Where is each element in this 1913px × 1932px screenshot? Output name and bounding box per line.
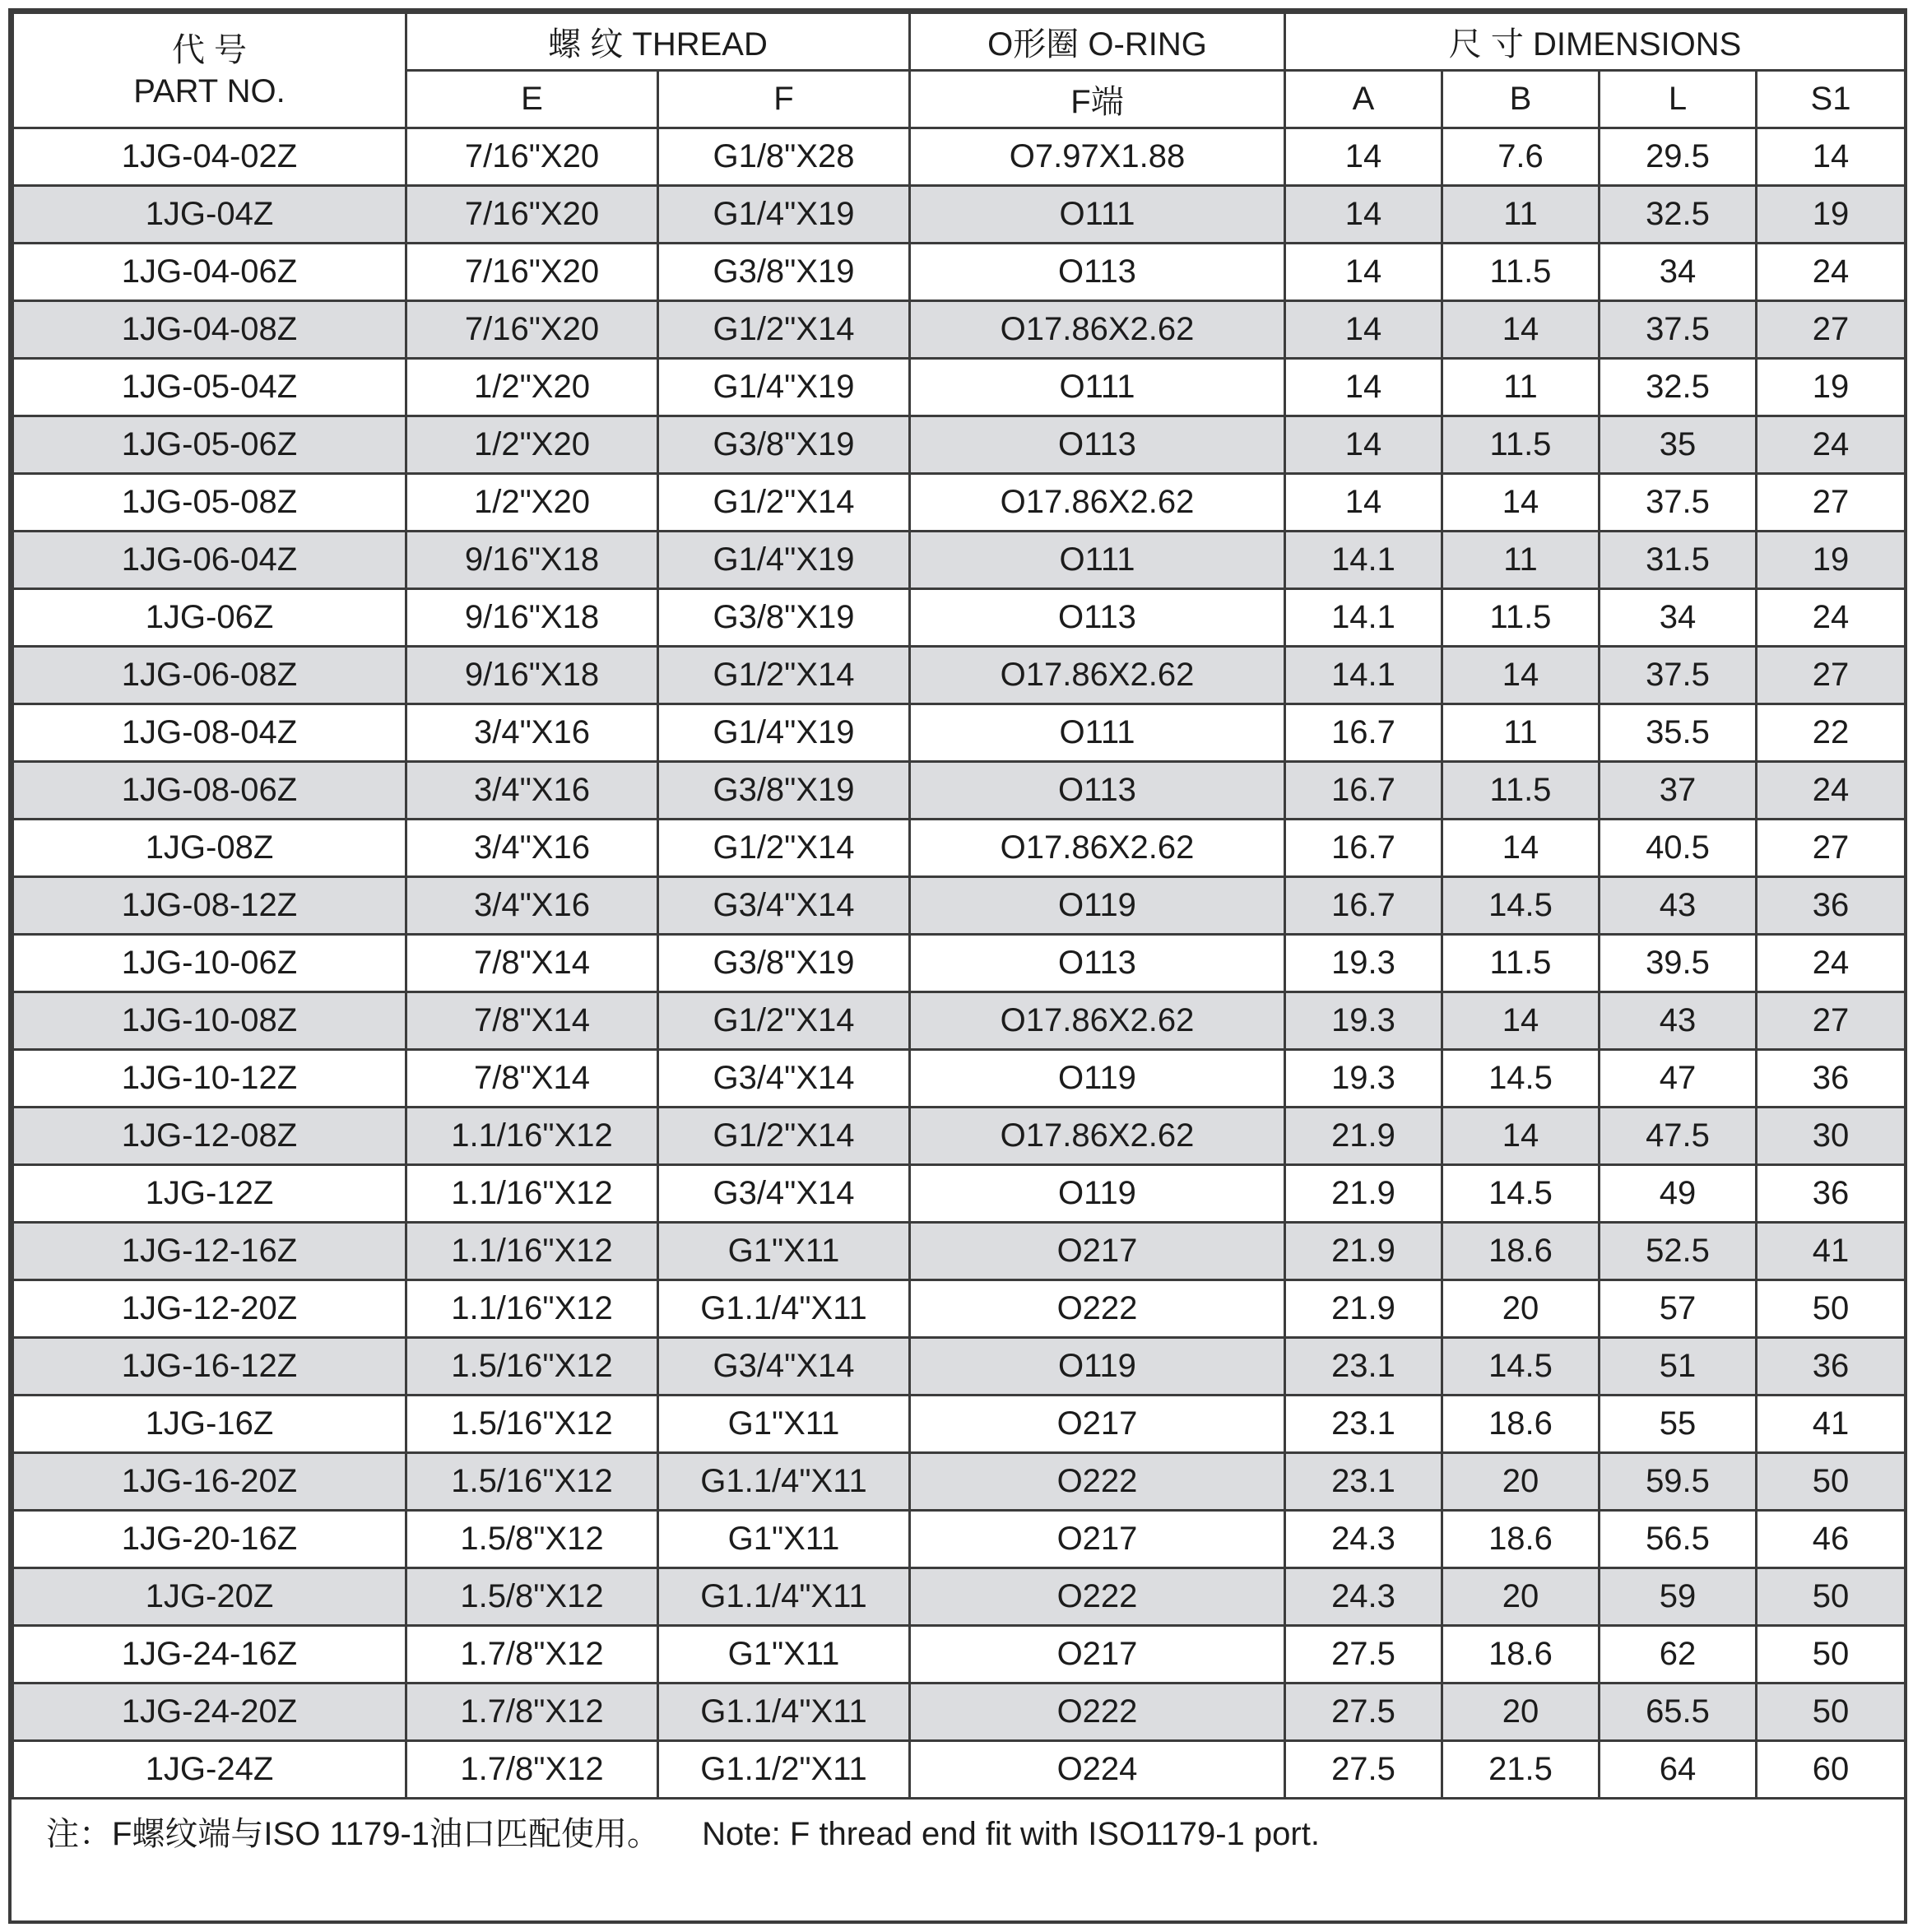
oring-cell: O17.86X2.62 (910, 1108, 1285, 1165)
thread-f-cell: G1"X11 (658, 1626, 910, 1684)
part-no-cell: 1JG-12-08Z (13, 1108, 406, 1165)
dim-b-cell: 11.5 (1442, 416, 1600, 474)
dim-l-cell: 39.5 (1600, 935, 1757, 992)
dim-s1-cell: 19 (1757, 186, 1906, 244)
table-body (13, 128, 1906, 1799)
oring-cell: O222 (910, 1684, 1285, 1741)
dim-a-header: A (1285, 71, 1442, 128)
table-row (13, 1511, 1906, 1568)
dim-l-cell: 34 (1600, 244, 1757, 301)
dim-a-cell: 14 (1285, 128, 1442, 186)
thread-f-cell: G1"X11 (658, 1511, 910, 1568)
part-no-cell: 1JG-04Z (13, 186, 406, 244)
dim-l-cell: 37.5 (1600, 647, 1757, 704)
part-no-cell: 1JG-16-20Z (13, 1453, 406, 1511)
dim-a-cell: 16.7 (1285, 877, 1442, 935)
dim-a-cell: 24.3 (1285, 1511, 1442, 1568)
dim-a-cell: 14 (1285, 359, 1442, 416)
dim-l-cell: 56.5 (1600, 1511, 1757, 1568)
thread-f-cell: G3/4"X14 (658, 877, 910, 935)
dim-l-cell: 35 (1600, 416, 1757, 474)
thread-e-cell: 1.7/8"X12 (406, 1741, 658, 1799)
thread-f-cell: G1/8"X28 (658, 128, 910, 186)
thread-e-cell: 1.5/16"X12 (406, 1396, 658, 1453)
dim-l-header: L (1600, 71, 1757, 128)
thread-f-cell: G1/2"X14 (658, 820, 910, 877)
dim-s1-cell: 30 (1757, 1108, 1906, 1165)
table-row (13, 359, 1906, 416)
thread-e-cell: 3/4"X16 (406, 704, 658, 762)
thread-f-cell: G3/8"X19 (658, 416, 910, 474)
table-row (13, 935, 1906, 992)
dim-a-cell: 14 (1285, 474, 1442, 532)
thread-e-cell: 1.7/8"X12 (406, 1684, 658, 1741)
part-no-cell: 1JG-05-04Z (13, 359, 406, 416)
dim-s1-cell: 46 (1757, 1511, 1906, 1568)
dim-b-cell: 14 (1442, 301, 1600, 359)
dim-b-cell: 14.5 (1442, 877, 1600, 935)
dim-s1-cell: 36 (1757, 877, 1906, 935)
dim-b-cell: 11.5 (1442, 244, 1600, 301)
oring-cell: O111 (910, 359, 1285, 416)
table-row (13, 301, 1906, 359)
dim-b-cell: 18.6 (1442, 1396, 1600, 1453)
table-row (13, 1684, 1906, 1741)
dim-a-cell: 21.9 (1285, 1223, 1442, 1280)
table-row (13, 416, 1906, 474)
thread-f-cell: G1.1/4"X11 (658, 1280, 910, 1338)
oring-cell: O119 (910, 1165, 1285, 1223)
dim-l-cell: 32.5 (1600, 186, 1757, 244)
dim-a-cell: 19.3 (1285, 935, 1442, 992)
part-no-header-en: PART NO. (133, 72, 286, 109)
dim-l-cell: 49 (1600, 1165, 1757, 1223)
oring-cell: O217 (910, 1396, 1285, 1453)
dim-b-cell: 18.6 (1442, 1511, 1600, 1568)
dim-b-cell: 14 (1442, 647, 1600, 704)
footnote (12, 1800, 1904, 1869)
oring-cell: O113 (910, 935, 1285, 992)
oring-f-end-header: F端 (910, 71, 1285, 128)
oring-cell: O119 (910, 877, 1285, 935)
dim-b-cell: 20 (1442, 1568, 1600, 1626)
table-row (13, 762, 1906, 820)
table-row (13, 1626, 1906, 1684)
dim-a-cell: 24.3 (1285, 1568, 1442, 1626)
thread-e-cell: 7/8"X14 (406, 1050, 658, 1108)
oring-cell: O7.97X1.88 (910, 128, 1285, 186)
table-row (13, 1338, 1906, 1396)
oring-cell: O217 (910, 1626, 1285, 1684)
dim-a-cell: 21.9 (1285, 1165, 1442, 1223)
dim-a-cell: 23.1 (1285, 1453, 1442, 1511)
dim-b-cell: 14 (1442, 1108, 1600, 1165)
oring-cell: O217 (910, 1511, 1285, 1568)
thread-e-cell: 7/8"X14 (406, 992, 658, 1050)
table-row (13, 474, 1906, 532)
table-row (13, 1396, 1906, 1453)
dim-s1-cell: 41 (1757, 1396, 1906, 1453)
thread-e-cell: 1/2"X20 (406, 474, 658, 532)
part-no-cell: 1JG-24-16Z (13, 1626, 406, 1684)
oring-header: O形圈 O-RING (910, 13, 1285, 71)
dim-b-cell: 14.5 (1442, 1165, 1600, 1223)
thread-e-header: E (406, 71, 658, 128)
dim-a-cell: 23.1 (1285, 1396, 1442, 1453)
dim-b-cell: 14 (1442, 820, 1600, 877)
dim-s1-cell: 50 (1757, 1453, 1906, 1511)
oring-cell: O119 (910, 1050, 1285, 1108)
dim-b-cell: 7.6 (1442, 128, 1600, 186)
dim-a-cell: 19.3 (1285, 992, 1442, 1050)
thread-f-cell: G1/2"X14 (658, 301, 910, 359)
table-row (13, 1453, 1906, 1511)
dim-l-cell: 40.5 (1600, 820, 1757, 877)
dim-a-cell: 14 (1285, 186, 1442, 244)
part-no-cell: 1JG-20-16Z (13, 1511, 406, 1568)
dim-a-cell: 16.7 (1285, 704, 1442, 762)
dim-s1-cell: 50 (1757, 1684, 1906, 1741)
dim-a-cell: 21.9 (1285, 1108, 1442, 1165)
thread-f-cell: G3/8"X19 (658, 762, 910, 820)
table-row (13, 992, 1906, 1050)
dim-a-cell: 19.3 (1285, 1050, 1442, 1108)
thread-e-cell: 9/16"X18 (406, 532, 658, 589)
dimensions-header: 尺 寸 DIMENSIONS (1285, 13, 1906, 71)
part-no-cell: 1JG-24-20Z (13, 1684, 406, 1741)
thread-f-cell: G3/8"X19 (658, 589, 910, 647)
dim-b-header: B (1442, 71, 1600, 128)
thread-e-cell: 7/16"X20 (406, 186, 658, 244)
oring-cell: O17.86X2.62 (910, 474, 1285, 532)
oring-cell: O111 (910, 186, 1285, 244)
dim-b-cell: 11.5 (1442, 589, 1600, 647)
part-no-cell: 1JG-08-06Z (13, 762, 406, 820)
dim-b-cell: 11 (1442, 186, 1600, 244)
dim-s1-cell: 24 (1757, 762, 1906, 820)
dim-s1-cell: 27 (1757, 474, 1906, 532)
dim-b-cell: 14.5 (1442, 1050, 1600, 1108)
table-row (13, 704, 1906, 762)
dim-b-cell: 14.5 (1442, 1338, 1600, 1396)
thread-e-cell: 1.5/8"X12 (406, 1511, 658, 1568)
oring-cell: O17.86X2.62 (910, 820, 1285, 877)
thread-e-cell: 3/4"X16 (406, 877, 658, 935)
dim-s1-cell: 50 (1757, 1626, 1906, 1684)
table-row (13, 877, 1906, 935)
dim-b-cell: 21.5 (1442, 1741, 1600, 1799)
dim-a-cell: 27.5 (1285, 1684, 1442, 1741)
dim-s1-cell: 36 (1757, 1338, 1906, 1396)
thread-e-cell: 1.7/8"X12 (406, 1626, 658, 1684)
oring-cell: O17.86X2.62 (910, 301, 1285, 359)
dim-l-cell: 57 (1600, 1280, 1757, 1338)
thread-f-cell: G1/2"X14 (658, 1108, 910, 1165)
thread-f-cell: G1/4"X19 (658, 704, 910, 762)
oring-cell: O217 (910, 1223, 1285, 1280)
thread-e-cell: 1.1/16"X12 (406, 1280, 658, 1338)
dim-b-cell: 20 (1442, 1453, 1600, 1511)
dim-a-cell: 23.1 (1285, 1338, 1442, 1396)
dim-b-cell: 18.6 (1442, 1626, 1600, 1684)
thread-header: 螺 纹 THREAD (406, 13, 910, 71)
dim-b-cell: 11 (1442, 359, 1600, 416)
part-no-cell: 1JG-10-12Z (13, 1050, 406, 1108)
part-no-cell: 1JG-06-04Z (13, 532, 406, 589)
part-no-cell: 1JG-06-08Z (13, 647, 406, 704)
table-row (13, 1108, 1906, 1165)
dim-l-cell: 35.5 (1600, 704, 1757, 762)
thread-f-cell: G1"X11 (658, 1396, 910, 1453)
part-no-cell: 1JG-06Z (13, 589, 406, 647)
part-no-cell: 1JG-16Z (13, 1396, 406, 1453)
thread-f-cell: G1/4"X19 (658, 186, 910, 244)
dim-s1-cell: 24 (1757, 244, 1906, 301)
dim-l-cell: 37.5 (1600, 474, 1757, 532)
oring-cell: O222 (910, 1568, 1285, 1626)
table-row (13, 647, 1906, 704)
dim-s1-cell: 36 (1757, 1050, 1906, 1108)
thread-f-cell: G3/8"X19 (658, 244, 910, 301)
dim-a-cell: 27.5 (1285, 1626, 1442, 1684)
dim-s1-cell: 27 (1757, 820, 1906, 877)
dim-b-cell: 20 (1442, 1684, 1600, 1741)
dim-s1-cell: 60 (1757, 1741, 1906, 1799)
part-no-header (13, 13, 406, 128)
table-row (13, 589, 1906, 647)
thread-e-cell: 1.1/16"X12 (406, 1165, 658, 1223)
thread-f-cell: G1.1/2"X11 (658, 1741, 910, 1799)
part-no-cell: 1JG-04-02Z (13, 128, 406, 186)
dim-s1-cell: 50 (1757, 1280, 1906, 1338)
oring-cell: O222 (910, 1453, 1285, 1511)
table-row (13, 128, 1906, 186)
table-header (13, 13, 1906, 128)
dim-s1-cell: 24 (1757, 935, 1906, 992)
dim-b-cell: 11.5 (1442, 935, 1600, 992)
thread-e-cell: 1/2"X20 (406, 416, 658, 474)
dim-a-cell: 16.7 (1285, 820, 1442, 877)
oring-cell: O111 (910, 704, 1285, 762)
dim-s1-cell: 41 (1757, 1223, 1906, 1280)
part-no-cell: 1JG-04-06Z (13, 244, 406, 301)
part-no-cell: 1JG-12-20Z (13, 1280, 406, 1338)
thread-f-cell: G1/2"X14 (658, 647, 910, 704)
thread-f-cell: G1/2"X14 (658, 992, 910, 1050)
dim-s1-cell: 36 (1757, 1165, 1906, 1223)
dim-b-cell: 18.6 (1442, 1223, 1600, 1280)
footnote-en: Note: F thread end fit with ISO1179-1 port. (702, 1816, 1320, 1852)
dim-l-cell: 29.5 (1600, 128, 1757, 186)
table-row (13, 186, 1906, 244)
dim-s1-cell: 19 (1757, 532, 1906, 589)
oring-cell: O113 (910, 244, 1285, 301)
dim-b-cell: 14 (1442, 992, 1600, 1050)
part-no-cell: 1JG-10-08Z (13, 992, 406, 1050)
oring-cell: O113 (910, 416, 1285, 474)
dim-a-cell: 14.1 (1285, 647, 1442, 704)
thread-e-cell: 7/8"X14 (406, 935, 658, 992)
table-row (13, 1050, 1906, 1108)
table-row (13, 1223, 1906, 1280)
table-row (13, 820, 1906, 877)
table-row (13, 1568, 1906, 1626)
thread-e-cell: 7/16"X20 (406, 244, 658, 301)
thread-f-cell: G3/4"X14 (658, 1338, 910, 1396)
thread-e-cell: 1.1/16"X12 (406, 1223, 658, 1280)
dim-a-cell: 14 (1285, 416, 1442, 474)
dim-l-cell: 55 (1600, 1396, 1757, 1453)
thread-f-cell: G1.1/4"X11 (658, 1453, 910, 1511)
thread-f-cell: G3/4"X14 (658, 1050, 910, 1108)
dim-l-cell: 47.5 (1600, 1108, 1757, 1165)
dim-s1-cell: 27 (1757, 647, 1906, 704)
dim-s1-cell: 24 (1757, 416, 1906, 474)
dim-s1-cell: 14 (1757, 128, 1906, 186)
spec-sheet (8, 8, 1907, 1924)
thread-f-cell: G1.1/4"X11 (658, 1568, 910, 1626)
dim-a-cell: 21.9 (1285, 1280, 1442, 1338)
dim-l-cell: 65.5 (1600, 1684, 1757, 1741)
oring-cell: O113 (910, 589, 1285, 647)
dimension-table (12, 12, 1906, 1800)
dim-b-cell: 11 (1442, 532, 1600, 589)
thread-e-cell: 1.5/8"X12 (406, 1568, 658, 1626)
dim-b-cell: 11.5 (1442, 762, 1600, 820)
dim-l-cell: 32.5 (1600, 359, 1757, 416)
part-no-cell: 1JG-24Z (13, 1741, 406, 1799)
oring-cell: O17.86X2.62 (910, 647, 1285, 704)
dim-l-cell: 37 (1600, 762, 1757, 820)
thread-e-cell: 1.5/16"X12 (406, 1338, 658, 1396)
thread-e-cell: 1/2"X20 (406, 359, 658, 416)
dim-a-cell: 14.1 (1285, 589, 1442, 647)
dim-a-cell: 16.7 (1285, 762, 1442, 820)
thread-f-cell: G3/8"X19 (658, 935, 910, 992)
thread-e-cell: 9/16"X18 (406, 589, 658, 647)
part-no-cell: 1JG-05-06Z (13, 416, 406, 474)
part-no-cell: 1JG-08-12Z (13, 877, 406, 935)
dim-l-cell: 64 (1600, 1741, 1757, 1799)
thread-e-cell: 1.1/16"X12 (406, 1108, 658, 1165)
footnote-cn: 注：F螺纹端与ISO 1179-1油口匹配使用。 (46, 1816, 661, 1852)
thread-f-cell: G1/4"X19 (658, 359, 910, 416)
dim-l-cell: 37.5 (1600, 301, 1757, 359)
oring-cell: O113 (910, 762, 1285, 820)
dim-s1-cell: 27 (1757, 992, 1906, 1050)
dim-l-cell: 43 (1600, 992, 1757, 1050)
dim-a-cell: 14 (1285, 301, 1442, 359)
part-no-header-cn: 代 号 (171, 31, 248, 68)
thread-f-cell: G1"X11 (658, 1223, 910, 1280)
dim-s1-cell: 22 (1757, 704, 1906, 762)
thread-e-cell: 7/16"X20 (406, 301, 658, 359)
dim-s1-cell: 50 (1757, 1568, 1906, 1626)
table-row (13, 1280, 1906, 1338)
part-no-cell: 1JG-20Z (13, 1568, 406, 1626)
thread-f-cell: G3/4"X14 (658, 1165, 910, 1223)
dim-b-cell: 20 (1442, 1280, 1600, 1338)
dim-l-cell: 34 (1600, 589, 1757, 647)
dim-l-cell: 59.5 (1600, 1453, 1757, 1511)
oring-cell: O111 (910, 532, 1285, 589)
dim-a-cell: 14.1 (1285, 532, 1442, 589)
dim-l-cell: 47 (1600, 1050, 1757, 1108)
thread-e-cell: 9/16"X18 (406, 647, 658, 704)
dim-l-cell: 31.5 (1600, 532, 1757, 589)
oring-cell: O222 (910, 1280, 1285, 1338)
thread-e-cell: 7/16"X20 (406, 128, 658, 186)
table-row (13, 1165, 1906, 1223)
table-row (13, 1741, 1906, 1799)
dim-a-cell: 27.5 (1285, 1741, 1442, 1799)
dim-l-cell: 62 (1600, 1626, 1757, 1684)
thread-f-cell: G1/4"X19 (658, 532, 910, 589)
thread-e-cell: 1.5/16"X12 (406, 1453, 658, 1511)
thread-e-cell: 3/4"X16 (406, 762, 658, 820)
thread-f-cell: G1.1/4"X11 (658, 1684, 910, 1741)
part-no-cell: 1JG-05-08Z (13, 474, 406, 532)
dim-a-cell: 14 (1285, 244, 1442, 301)
dim-s1-cell: 24 (1757, 589, 1906, 647)
oring-cell: O17.86X2.62 (910, 992, 1285, 1050)
dim-b-cell: 14 (1442, 474, 1600, 532)
part-no-cell: 1JG-16-12Z (13, 1338, 406, 1396)
part-no-cell: 1JG-12-16Z (13, 1223, 406, 1280)
dim-s1-header: S1 (1757, 71, 1906, 128)
part-no-cell: 1JG-12Z (13, 1165, 406, 1223)
dim-l-cell: 59 (1600, 1568, 1757, 1626)
thread-f-header: F (658, 71, 910, 128)
table-row (13, 532, 1906, 589)
dim-s1-cell: 27 (1757, 301, 1906, 359)
dim-s1-cell: 19 (1757, 359, 1906, 416)
dim-l-cell: 51 (1600, 1338, 1757, 1396)
thread-f-cell: G1/2"X14 (658, 474, 910, 532)
part-no-cell: 1JG-08-04Z (13, 704, 406, 762)
part-no-cell: 1JG-04-08Z (13, 301, 406, 359)
oring-cell: O119 (910, 1338, 1285, 1396)
dim-b-cell: 11 (1442, 704, 1600, 762)
oring-cell: O224 (910, 1741, 1285, 1799)
part-no-cell: 1JG-08Z (13, 820, 406, 877)
part-no-cell: 1JG-10-06Z (13, 935, 406, 992)
thread-e-cell: 3/4"X16 (406, 820, 658, 877)
table-row (13, 244, 1906, 301)
dim-l-cell: 43 (1600, 877, 1757, 935)
dim-l-cell: 52.5 (1600, 1223, 1757, 1280)
